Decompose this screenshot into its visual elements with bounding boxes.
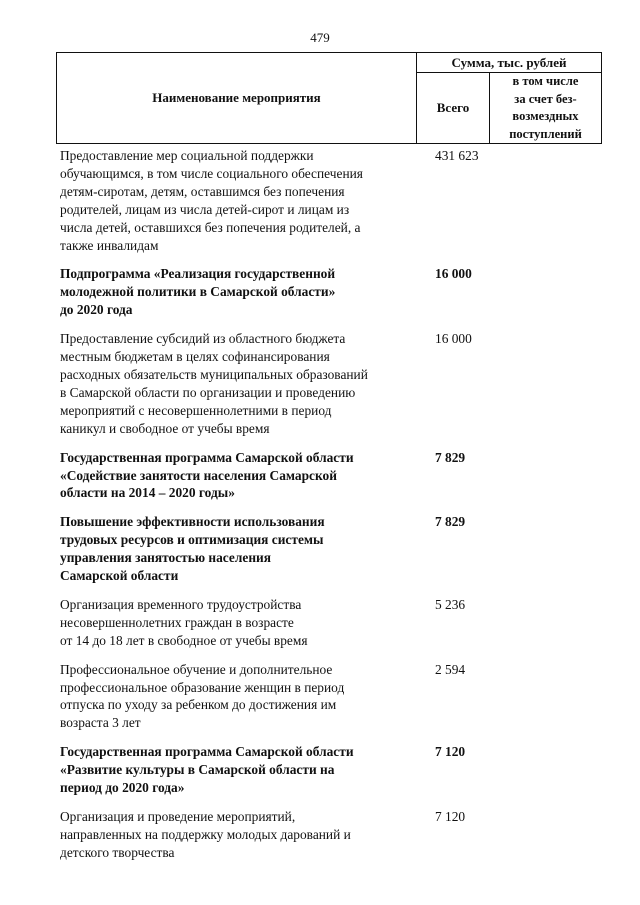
- table-row: [60, 330, 605, 437]
- activity-name: Профессиональное обучение и дополнительное профессиональное образование женщин в период отпуска по уходу за ребенком до достижения им возраста 3 лет: [60, 661, 345, 731]
- activity-name: Предоставление субсидий из областного бюджета местным бюджетам в целях софинансирования расходных обязательств муниципальных образований в Самарской области по организации и проведению мероприятий с несовершеннолетними в период каникул и свободное от учебы время: [60, 331, 368, 436]
- column-header-sum: Сумма, тыс. рублей: [451, 54, 567, 70]
- amount-total: 2 594: [435, 661, 466, 677]
- activity-name: Повышение эффективности использования трудовых ресурсов и оптимизация системы управления занятостью населения Самарской области: [60, 514, 325, 584]
- activity-name: Предоставление мер социальной поддержки обучающимся, в том числе социального обеспечения детям-сиротам, детям, оставшимся без попечения родителей, лицам из числа детей-сирот и лицам из числа детей, оставшихся без попечения родителей, а также инвалидам: [60, 148, 363, 253]
- page-number: 479: [310, 30, 330, 45]
- table-header: [56, 52, 602, 144]
- table-row: [60, 265, 605, 319]
- amount-total: 7 120: [435, 744, 466, 760]
- amount-total: 7 829: [435, 449, 466, 465]
- column-header-total: Всего: [436, 100, 470, 115]
- column-header-free-receipts-text: в том числе за счет без- возмездных поступлений: [509, 74, 582, 141]
- amount-total: 16 000: [435, 331, 472, 347]
- activity-name: Организация временного трудоустройства несовершеннолетних граждан в возрасте от 14 до 18 лет в свободное от учебы время: [60, 596, 308, 648]
- amount-total: 7 120: [435, 809, 466, 824]
- table-row: [60, 147, 605, 254]
- activity-name: Государственная программа Самарской области «Развитие культуры в Самарской области на период до 2020 года»: [60, 744, 354, 796]
- activity-name: Подпрограмма «Реализация государственной молодежной политики в Самарской области» до 2020 года: [60, 266, 336, 318]
- amount-total: 5 236: [435, 596, 466, 612]
- table-row: [60, 743, 605, 797]
- column-header-free-receipts: [490, 73, 601, 143]
- column-header-name: Наименование мероприятия: [152, 90, 321, 105]
- activity-name: Организация и проведение мероприятий, направленных на поддержку молодых дарований и детского творчества: [60, 809, 351, 860]
- activity-name: Государственная программа Самарской области «Содействие занятости населения Самарской области на 2014 – 2020 годы»: [60, 449, 354, 501]
- table-row: [60, 596, 605, 650]
- table-row: [60, 449, 605, 503]
- table-body: [60, 147, 605, 873]
- amount-total: 431 623: [435, 148, 479, 163]
- table-row: [60, 808, 605, 862]
- table-row: [60, 661, 605, 733]
- table-row: [60, 513, 605, 585]
- amount-total: 16 000: [435, 266, 472, 282]
- amount-total: 7 829: [435, 514, 466, 530]
